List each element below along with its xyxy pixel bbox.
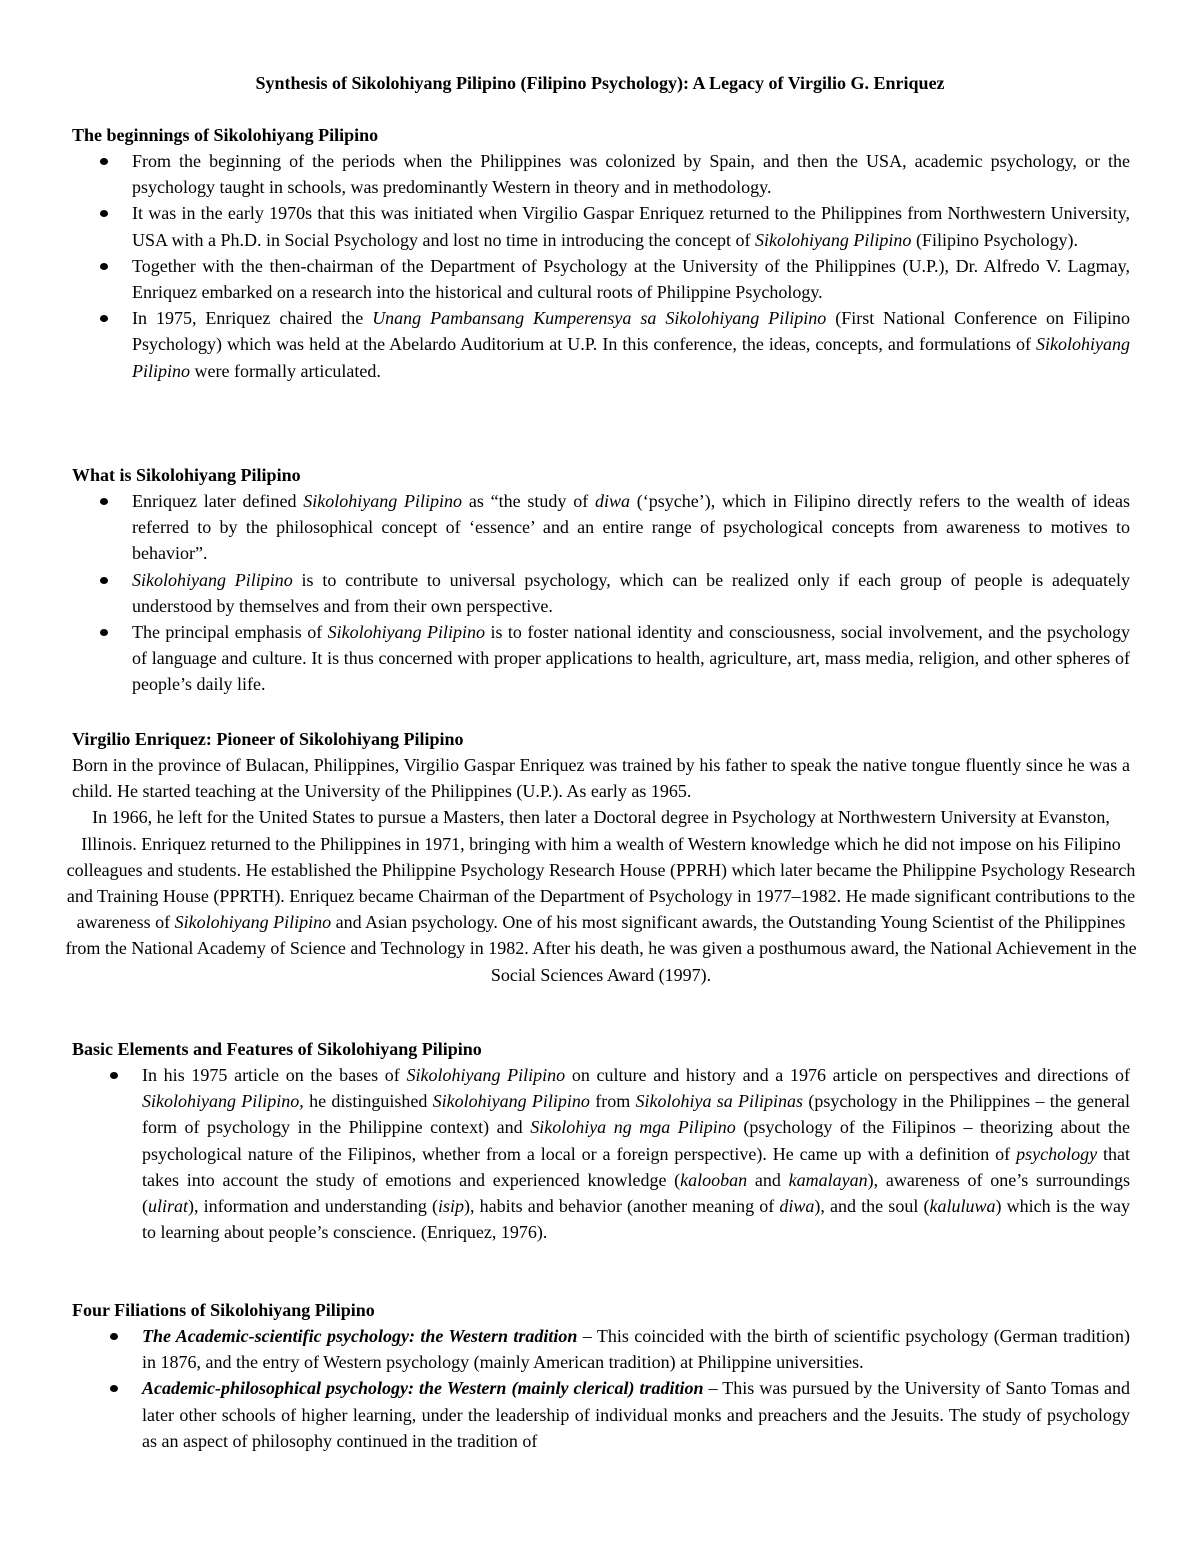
section-heading: What is Sikolohiyang Pilipino (72, 465, 301, 485)
section-heading: Four Filiations of Sikolohiyang Pilipino (72, 1300, 375, 1320)
list-item: Academic-philosophical psychology: the Western (mainly clerical) tradition – This was pursued by the University of Santo Tomas and later other schools of higher learning, under the leadership of individual monks and preachers and the Jesuits. The study of psychology as an aspect of philosophy continued in the tradition of (72, 1375, 1130, 1454)
paragraph: Born in the province of Bulacan, Philippines, Virgilio Gaspar Enriquez was trained by his father to speak the native tongue fluently since he was a child. He started teaching at the University of the Philippines (U.P.). As early as 1965. (72, 755, 1130, 802)
section-beginnings (72, 122, 1130, 384)
list-item: In his 1975 article on the bases of Sikolohiyang Pilipino on culture and history and a 1976 article on perspectives and directions of Sikolohiyang Pilipino, he distinguished Sikolohiyang Pilipino from Sikolohiya sa Pilipinas (psychology in the Philippines – the general form of psychology in the Philippine context) and Sikolohiya ng mga Pilipino (psychology of the Filipinos – theorizing about the psychological nature of the Filipinos, whether from a local or a foreign perspective). He came up with a definition of psychology that takes into account the study of emotions and experienced knowledge (kalooban and kamalayan), awareness of one’s surroundings (ulirat), information and understanding (isip), habits and behavior (another meaning of diwa), and the soul (kaluluwa) which is the way to learning about people’s conscience. (Enriquez, 1976). (72, 1062, 1130, 1245)
list-item: It was in the early 1970s that this was initiated when Virgilio Gaspar Enriquez returned to the Philippines from Northwestern University, USA with a Ph.D. in Social Psychology and lost no time in introducing the concept of Sikolohiyang Pilipino (Filipino Psychology). (72, 200, 1130, 252)
bullet-list (72, 1062, 1130, 1245)
section-what-is (72, 462, 1130, 698)
bullet-list (72, 488, 1130, 698)
list-item: Sikolohiyang Pilipino is to contribute to universal psychology, which can be realized only if each group of people is adequately understood by themselves and from their own perspective. (72, 567, 1130, 619)
section-heading: The beginnings of Sikolohiyang Pilipino (72, 125, 379, 145)
section-filiations (72, 1297, 1130, 1454)
section-heading: Virgilio Enriquez: Pioneer of Sikolohiyang Pilipino (72, 729, 464, 749)
section-heading: Basic Elements and Features of Sikolohiyang Pilipino (72, 1039, 482, 1059)
section-elements (72, 1036, 1130, 1245)
bullet-list (72, 148, 1130, 384)
bullet-list (72, 1323, 1130, 1454)
list-item: The principal emphasis of Sikolohiyang Pilipino is to foster national identity and consciousness, social involvement, and the psychology of language and culture. It is thus concerned with proper applications to health, agriculture, art, mass media, religion, and other spheres of people’s daily life. (72, 619, 1130, 698)
list-item: Together with the then-chairman of the Department of Psychology at the University of the Philippines (U.P.), Dr. Alfredo V. Lagmay, Enriquez embarked on a research into the historical and cultural roots of Philippine Psychology. (72, 253, 1130, 305)
document-title: Synthesis of Sikolohiyang Pilipino (Filipino Psychology): A Legacy of Virgilio G. Enriquez (255, 73, 945, 93)
list-item: The Academic-scientific psychology: the Western tradition – This coincided with the birth of scientific psychology (German tradition) in 1876, and the entry of Western psychology (mainly American tradition) at Philippine universities. (72, 1323, 1130, 1375)
list-item: Enriquez later defined Sikolohiyang Pilipino as “the study of diwa (‘psyche’), which in Filipino directly refers to the wealth of ideas referred to by the philosophical concept of ‘essence’ and an entire range of psychological concepts from awareness to motives to behavior”. (72, 488, 1130, 567)
section-pioneer (65, 726, 1137, 988)
list-item: In 1975, Enriquez chaired the Unang Pambansang Kumperensya sa Sikolohiyang Pilipino (First National Conference on Filipino Psychology) which was held at the Abelardo Auditorium at U.P. In this conference, the ideas, concepts, and formulations of Sikolohiyang Pilipino were formally articulated. (72, 305, 1130, 384)
list-item: From the beginning of the periods when the Philippines was colonized by Spain, and then the USA, academic psychology, or the psychology taught in schools, was predominantly Western in theory and in methodology. (72, 148, 1130, 200)
paragraph: In 1966, he left for the United States to pursue a Masters, then later a Doctoral degree in Psychology at Northwestern University at Evanston, Illinois. Enriquez returned to the Philippines in 1971, bringing with him a wealth of Western knowledge which he did not impose on his Filipino colleagues and students. He established the Philippine Psychology Research House (PPRH) which later became the Philippine Psychology Research and Training House (PPRTH). Enriquez became Chairman of the Department of Psychology in 1977–1982. He made significant contributions to the awareness of Sikolohiyang Pilipino and Asian psychology. One of his most significant awards, the Outstanding Young Scientist of the Philippines from the National Academy of Science and Technology in 1982. After his death, he was given a posthumous award, the National Achievement in the Social Sciences Award (1997). (65, 807, 1137, 985)
